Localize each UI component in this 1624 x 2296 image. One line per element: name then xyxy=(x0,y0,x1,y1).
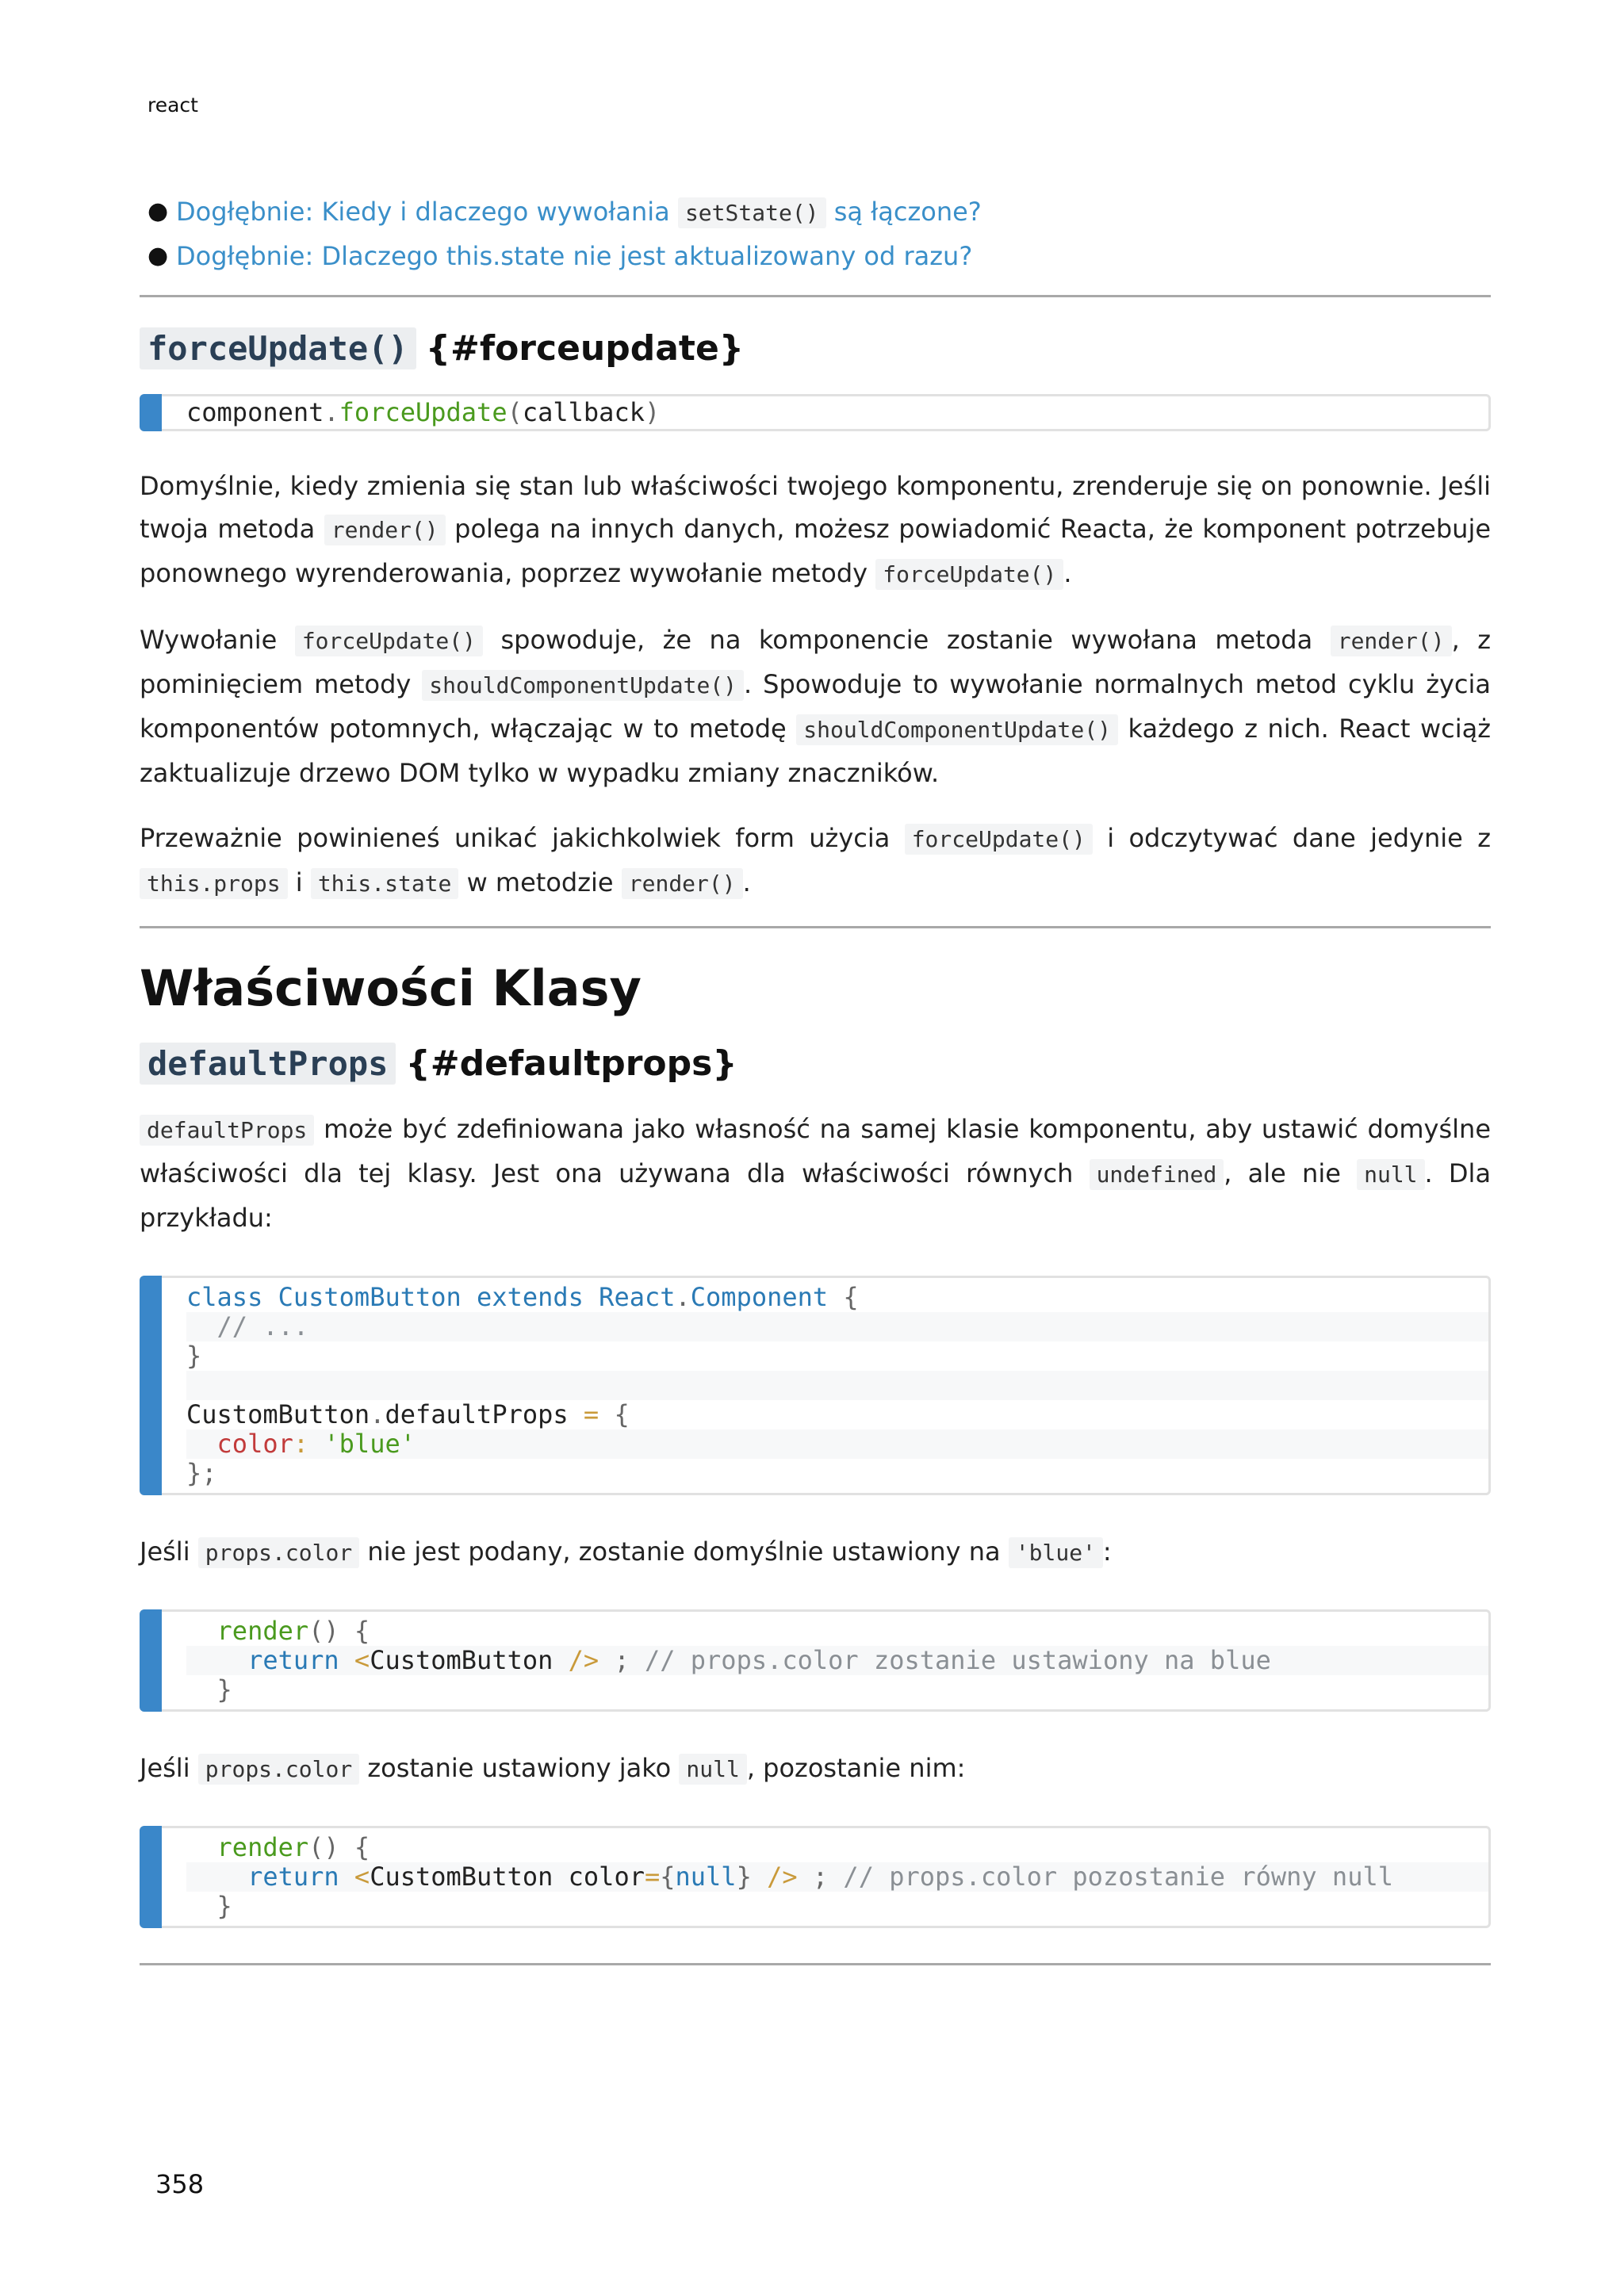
code-line: color: 'blue' xyxy=(186,1429,1488,1459)
code-line: render() { xyxy=(216,1832,370,1862)
bullet-icon: ● xyxy=(147,242,169,270)
code-line: } xyxy=(216,1674,232,1705)
defaultprops-heading: defaultProps {#defaultprops} xyxy=(140,1036,1491,1092)
list-item xyxy=(140,235,1491,277)
code-block-accent xyxy=(140,1276,162,1495)
related-links xyxy=(140,190,1491,277)
paragraph: defaultProps może być zdefiniowana jako własność na samej klasie komponentu, aby ustawić domyślne właściwości dla tej klasy. Jest ona używana dla właściwości równych undefined , ale nie null . Dla przykładu: xyxy=(140,1114,1492,1233)
code-line: component.forceUpdate(callback) xyxy=(186,397,661,427)
page-number: 358 xyxy=(155,2169,205,2199)
link-state-not-updated[interactable]: Dogłębnie: Dlaczego this.state nie jest aktualizowany od razu? xyxy=(176,241,973,271)
code-line: class CustomButton extends React.Component { xyxy=(186,1282,859,1312)
code-line: } xyxy=(186,1341,202,1371)
bullet-icon: ● xyxy=(147,197,169,225)
code-block-signature xyxy=(140,394,1491,431)
paragraph: Domyślnie, kiedy zmienia się stan lub właściwości twojego komponentu, zrenderuje się on ponownie. Jeśli twoja metoda render() polega na innych danych, możesz powiadomić Reacta, że komponent potrzebuje ponownego wyrenderowania, poprzez wywołanie metody forceUpdate() . xyxy=(140,471,1492,588)
code-line: // ... xyxy=(186,1312,1488,1341)
code-line: }; xyxy=(186,1458,217,1488)
code-block-null-usage xyxy=(140,1826,1491,1928)
running-header: react xyxy=(147,94,198,117)
paragraph: Przeważnie powinieneś unikać jakichkolwiek form użycia forceUpdate() i odczytywać dane jedynie z this.props i this.state w metodzie render() . xyxy=(140,823,1491,897)
code-block-accent xyxy=(140,394,162,431)
page-content xyxy=(140,190,1491,1965)
section-title: Właściwości Klasy xyxy=(140,959,642,1017)
code-line: render() { xyxy=(216,1616,370,1646)
code-line: CustomButton.defaultProps = { xyxy=(186,1399,630,1429)
code-block-defaultprops xyxy=(140,1276,1491,1495)
code-line: return <CustomButton /> ; // props.color zostanie ustawiony na blue xyxy=(186,1646,1488,1675)
code-block-accent xyxy=(140,1609,162,1712)
divider xyxy=(140,1963,1491,1965)
code-line xyxy=(186,1371,1488,1400)
code-line: return <CustomButton color={null} /> ; // props.color pozostanie równy null xyxy=(186,1862,1488,1892)
list-item xyxy=(140,190,1491,235)
divider xyxy=(140,295,1491,297)
paragraph: Jeśli props.color zostanie ustawiony jako null , pozostanie nim: xyxy=(140,1753,966,1783)
paragraph: Wywołanie forceUpdate() spowoduje, że na komponencie zostanie wywołana metoda render() , z pominięciem metody shouldComponentUpdate() . Spowoduje to wywołanie normalnych metod cyklu życia komponentów potomnych, włączając w to metodę shouldComponentUpdate() każdego z nich. React wciąż zaktualizuje drzewo DOM tylko w wypadku zmiany znaczników. xyxy=(140,625,1492,788)
forceupdate-heading: forceUpdate() {#forceupdate} xyxy=(140,321,1491,377)
code-block-accent xyxy=(140,1826,162,1928)
code-line: } xyxy=(216,1891,232,1921)
paragraph: Jeśli props.color nie jest podany, zostanie domyślnie ustawiony na 'blue' : xyxy=(140,1536,1112,1567)
link-setstate-batching[interactable]: Dogłębnie: Kiedy i dlaczego wywołania setState() są łączone? xyxy=(176,197,982,227)
code-block-default-usage xyxy=(140,1609,1491,1712)
divider xyxy=(140,926,1491,928)
